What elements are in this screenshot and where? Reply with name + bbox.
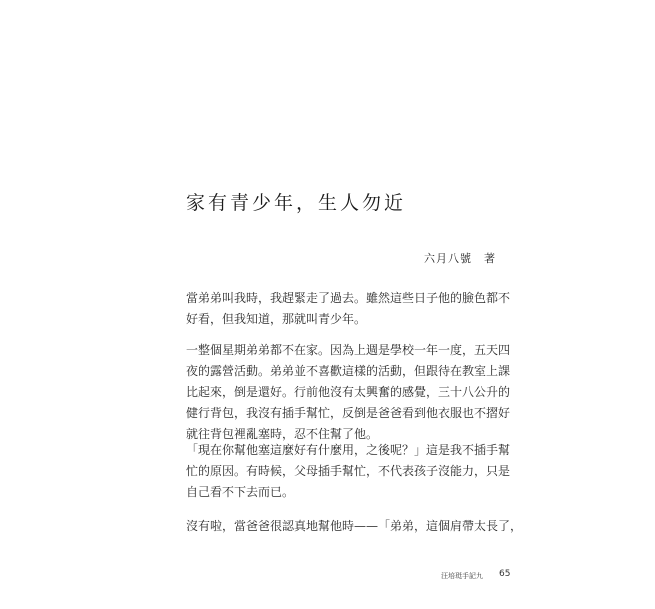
text-line: 好看，但我知道，那就叫青少年。: [186, 312, 367, 326]
paragraph-3: [186, 440, 511, 503]
text-line: 沒有啦，當爸爸很認真地幫他時——「弟弟，這個肩帶太長了，: [186, 519, 523, 533]
paragraph-1: [186, 288, 511, 330]
running-footer-book-title: 汪培珽手記九: [441, 572, 483, 580]
paragraph-4: [186, 516, 523, 537]
text-line: 就往背包裡亂塞時，忍不住幫了他。: [186, 427, 379, 441]
text-line: 一整個星期弟弟都不在家。因為上週是學校一年一度，五天四: [186, 343, 511, 357]
text-line: 自己看不下去而已。: [186, 485, 295, 499]
article-title: 家有青少年，生人勿近: [186, 192, 407, 214]
text-line: 當弟弟叫我時，我趕緊走了過去。雖然這些日子他的臉色都不: [186, 291, 511, 305]
paragraph-2: [186, 340, 511, 445]
text-line: 比起來，倒是還好。行前他沒有太興奮的感覺，三十八公升的: [186, 385, 511, 399]
text-line: 忙的原因。有時候，父母插手幫忙，不代表孩子沒能力，只是: [186, 464, 511, 478]
author-byline: 六月八號 著: [424, 252, 496, 265]
page-number: 65: [499, 569, 511, 579]
text-line: 夜的露營活動。弟弟並不喜歡這樣的活動，但跟待在教室上課: [186, 364, 511, 378]
text-line: 「現在你幫他塞這麼好有什麼用，之後呢？」這是我不插手幫: [186, 443, 511, 457]
text-line: 健行背包，我沒有插手幫忙，反倒是爸爸看到他衣服也不摺好: [186, 406, 511, 420]
